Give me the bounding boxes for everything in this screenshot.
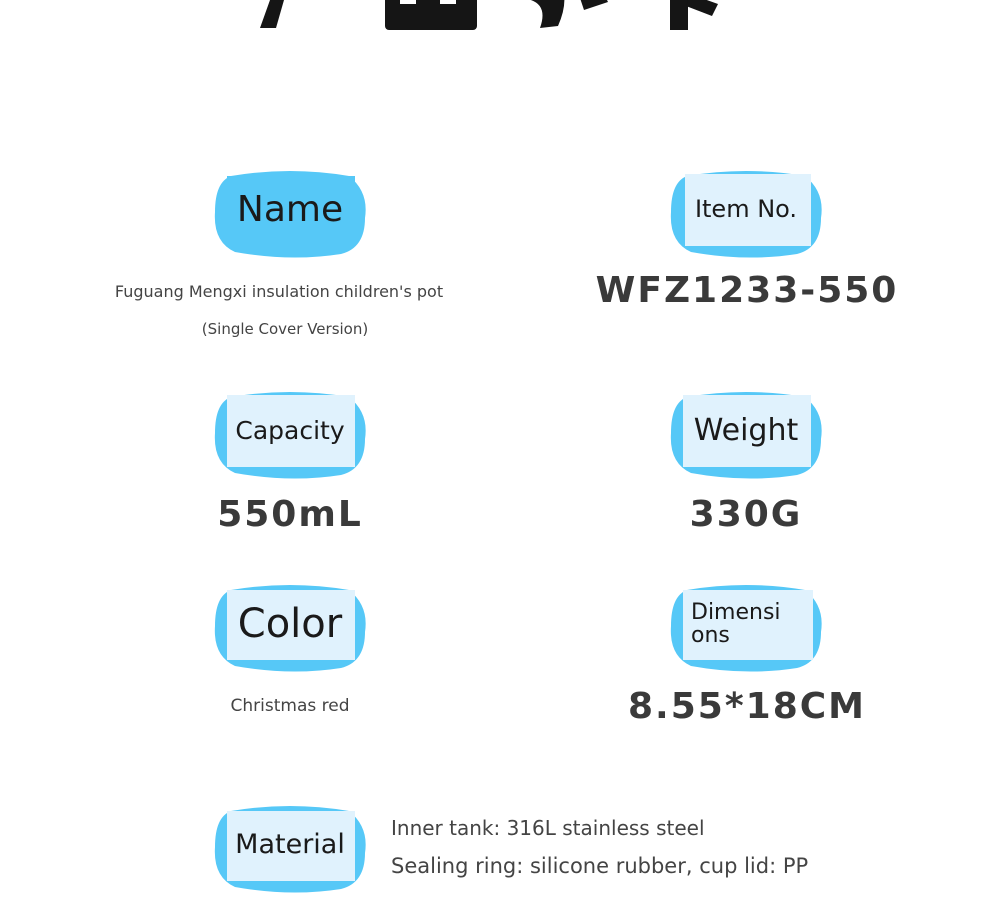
weight-label: Weight [693, 413, 799, 449]
name-label-badge [213, 168, 367, 258]
item-no-value: WFZ1233-550 [595, 270, 899, 311]
dimensions-label: Dimensions [691, 599, 781, 648]
material-label-badge [213, 803, 367, 893]
item-no-label: Item No. [694, 195, 798, 224]
name-value-line2: (Single Cover Version) [201, 320, 369, 338]
material-line-2: Sealing ring: silicone rubber, cup lid: PP [391, 854, 809, 878]
item-no-label-badge [669, 168, 823, 258]
color-label-badge [213, 582, 367, 672]
material-label: Material [235, 828, 345, 860]
color-value: Christmas red [230, 696, 350, 716]
dimensions-value: 8.55*18CM [628, 686, 866, 727]
weight-label-badge [669, 389, 823, 479]
dimensions-label-badge [669, 582, 823, 672]
capacity-value: 550mL [217, 494, 363, 535]
weight-value: 330G [689, 494, 803, 535]
material-line-1: Inner tank: 316L stainless steel [391, 816, 705, 840]
color-label: Color [237, 601, 343, 647]
name-label: Name [236, 189, 344, 231]
capacity-label-badge [213, 389, 367, 479]
capacity-label: Capacity [235, 415, 345, 445]
name-value-line1: Fuguang Mengxi insulation children's pot [114, 282, 444, 301]
banner-heading-decoration [250, 0, 730, 30]
